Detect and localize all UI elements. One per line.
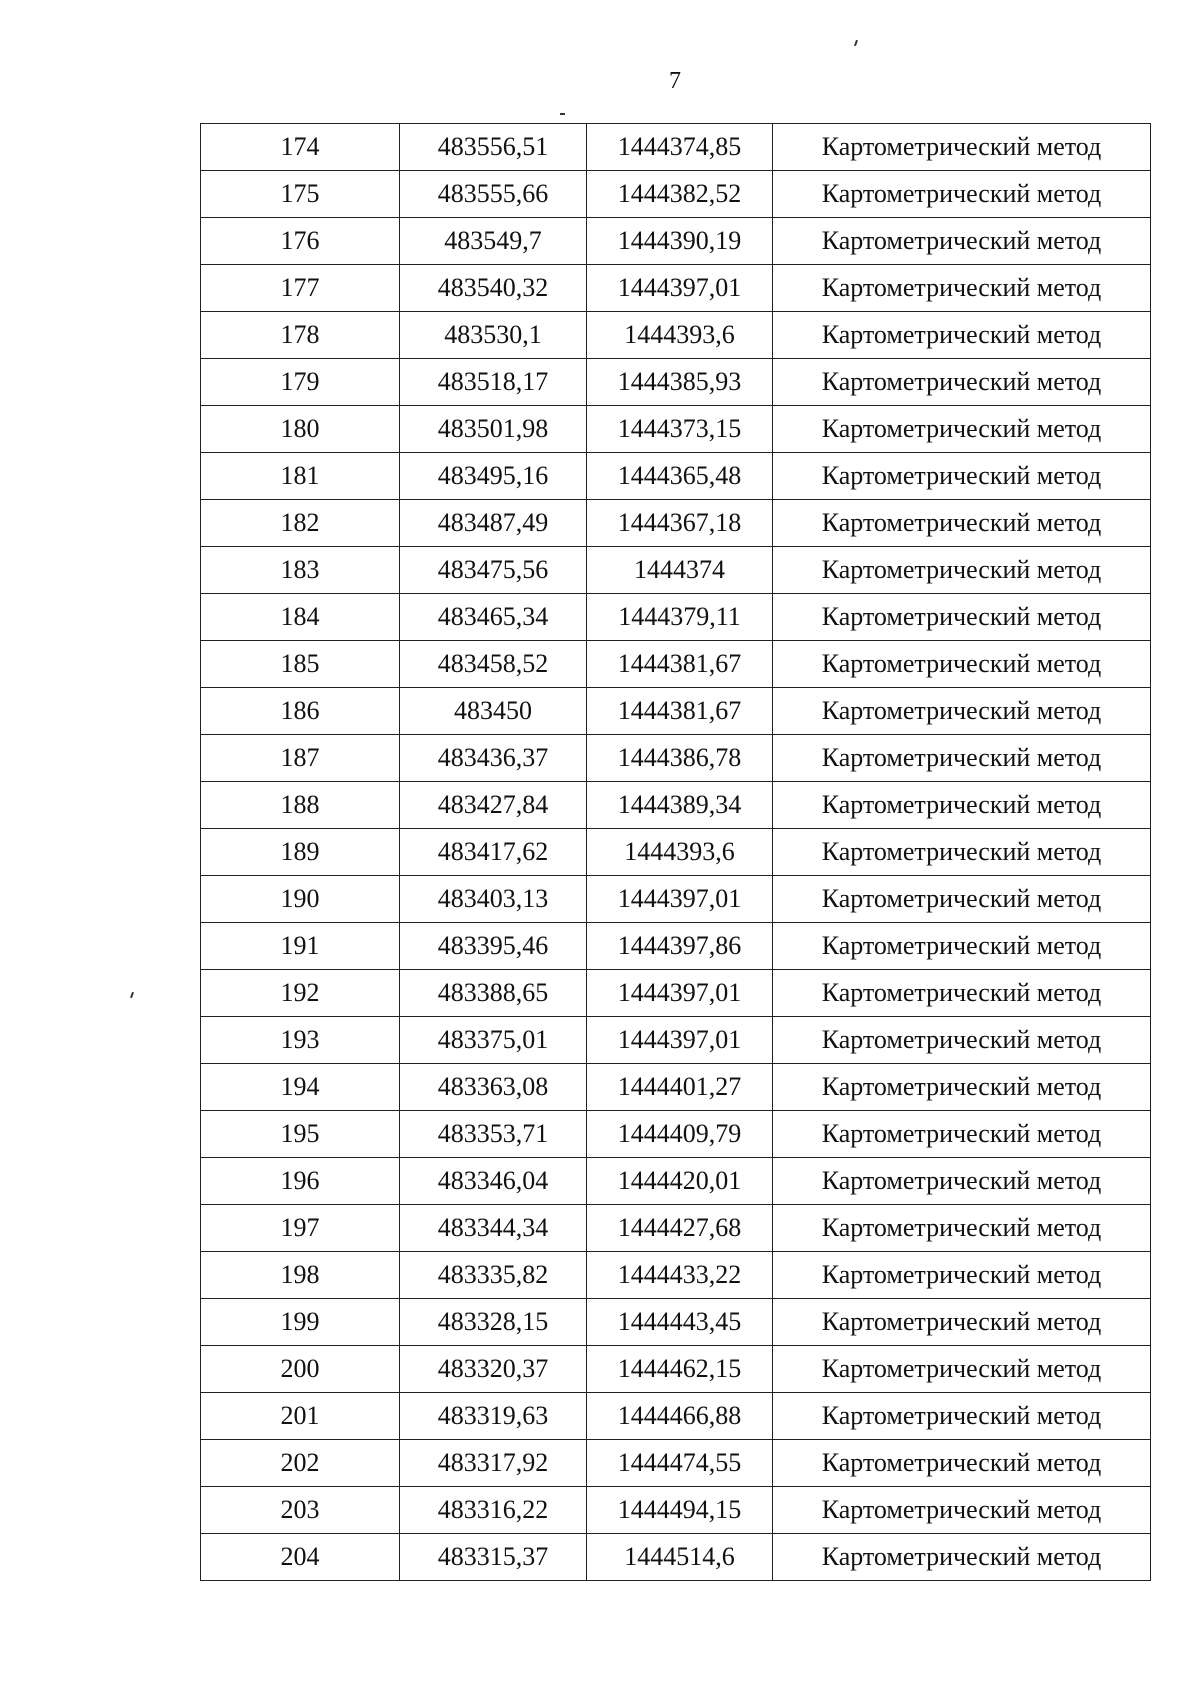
y-coordinate-cell: 1444374 (587, 547, 773, 594)
point-number-cell: 199 (201, 1299, 400, 1346)
table-row (201, 547, 1151, 594)
x-coordinate-cell: 483317,92 (400, 1440, 587, 1487)
x-coordinate-cell: 483540,32 (400, 265, 587, 312)
point-number-cell: 194 (201, 1064, 400, 1111)
method-cell: Картометрический метод (773, 547, 1151, 594)
y-coordinate-cell: 1444427,68 (587, 1205, 773, 1252)
table-row (201, 970, 1151, 1017)
table-row (201, 1111, 1151, 1158)
y-coordinate-cell: 1444514,6 (587, 1534, 773, 1581)
y-coordinate-cell: 1444433,22 (587, 1252, 773, 1299)
x-coordinate-cell: 483320,37 (400, 1346, 587, 1393)
method-cell: Картометрический метод (773, 1205, 1151, 1252)
x-coordinate-cell: 483346,04 (400, 1158, 587, 1205)
table-row (201, 1487, 1151, 1534)
y-coordinate-cell: 1444409,79 (587, 1111, 773, 1158)
point-number-cell: 192 (201, 970, 400, 1017)
table-row (201, 171, 1151, 218)
method-cell: Картометрический метод (773, 171, 1151, 218)
table-row (201, 124, 1151, 171)
y-coordinate-cell: 1444474,55 (587, 1440, 773, 1487)
y-coordinate-cell: 1444390,19 (587, 218, 773, 265)
y-coordinate-cell: 1444379,11 (587, 594, 773, 641)
coordinates-table (200, 123, 1151, 1581)
method-cell: Картометрический метод (773, 641, 1151, 688)
x-coordinate-cell: 483501,98 (400, 406, 587, 453)
point-number-cell: 185 (201, 641, 400, 688)
method-cell: Картометрический метод (773, 923, 1151, 970)
method-cell: Картометрический метод (773, 1017, 1151, 1064)
y-coordinate-cell: 1444367,18 (587, 500, 773, 547)
y-coordinate-cell: 1444443,45 (587, 1299, 773, 1346)
table-row (201, 406, 1151, 453)
point-number-cell: 187 (201, 735, 400, 782)
x-coordinate-cell: 483487,49 (400, 500, 587, 547)
point-number-cell: 184 (201, 594, 400, 641)
point-number-cell: 178 (201, 312, 400, 359)
x-coordinate-cell: 483436,37 (400, 735, 587, 782)
y-coordinate-cell: 1444397,01 (587, 1017, 773, 1064)
method-cell: Картометрический метод (773, 1111, 1151, 1158)
y-coordinate-cell: 1444397,01 (587, 265, 773, 312)
table-row (201, 1205, 1151, 1252)
point-number-cell: 179 (201, 359, 400, 406)
x-coordinate-cell: 483556,51 (400, 124, 587, 171)
method-cell: Картометрический метод (773, 265, 1151, 312)
method-cell: Картометрический метод (773, 312, 1151, 359)
point-number-cell: 181 (201, 453, 400, 500)
point-number-cell: 180 (201, 406, 400, 453)
y-coordinate-cell: 1444385,93 (587, 359, 773, 406)
x-coordinate-cell: 483344,34 (400, 1205, 587, 1252)
point-number-cell: 193 (201, 1017, 400, 1064)
point-number-cell: 201 (201, 1393, 400, 1440)
method-cell: Картометрический метод (773, 594, 1151, 641)
method-cell: Картометрический метод (773, 970, 1151, 1017)
y-coordinate-cell: 1444393,6 (587, 312, 773, 359)
method-cell: Картометрический метод (773, 1393, 1151, 1440)
method-cell: Картометрический метод (773, 406, 1151, 453)
point-number-cell: 176 (201, 218, 400, 265)
method-cell: Картометрический метод (773, 1158, 1151, 1205)
scan-speck (854, 40, 858, 46)
x-coordinate-cell: 483427,84 (400, 782, 587, 829)
table-row (201, 1346, 1151, 1393)
method-cell: Картометрический метод (773, 124, 1151, 171)
x-coordinate-cell: 483549,7 (400, 218, 587, 265)
x-coordinate-cell: 483450 (400, 688, 587, 735)
x-coordinate-cell: 483363,08 (400, 1064, 587, 1111)
method-cell: Картометрический метод (773, 782, 1151, 829)
table-row (201, 641, 1151, 688)
x-coordinate-cell: 483335,82 (400, 1252, 587, 1299)
x-coordinate-cell: 483375,01 (400, 1017, 587, 1064)
y-coordinate-cell: 1444381,67 (587, 641, 773, 688)
table-row (201, 1252, 1151, 1299)
x-coordinate-cell: 483319,63 (400, 1393, 587, 1440)
point-number-cell: 196 (201, 1158, 400, 1205)
x-coordinate-cell: 483388,65 (400, 970, 587, 1017)
table-row (201, 1064, 1151, 1111)
y-coordinate-cell: 1444382,52 (587, 171, 773, 218)
scan-speck (560, 113, 565, 115)
y-coordinate-cell: 1444462,15 (587, 1346, 773, 1393)
table-row (201, 735, 1151, 782)
method-cell: Картометрический метод (773, 359, 1151, 406)
method-cell: Картометрический метод (773, 1440, 1151, 1487)
x-coordinate-cell: 483555,66 (400, 171, 587, 218)
x-coordinate-cell: 483395,46 (400, 923, 587, 970)
point-number-cell: 188 (201, 782, 400, 829)
x-coordinate-cell: 483328,15 (400, 1299, 587, 1346)
page-number: 7 (669, 68, 681, 94)
method-cell: Картометрический метод (773, 1534, 1151, 1581)
point-number-cell: 204 (201, 1534, 400, 1581)
y-coordinate-cell: 1444401,27 (587, 1064, 773, 1111)
point-number-cell: 202 (201, 1440, 400, 1487)
table-row (201, 829, 1151, 876)
table-row (201, 453, 1151, 500)
table-row (201, 876, 1151, 923)
point-number-cell: 197 (201, 1205, 400, 1252)
y-coordinate-cell: 1444386,78 (587, 735, 773, 782)
x-coordinate-cell: 483403,13 (400, 876, 587, 923)
point-number-cell: 198 (201, 1252, 400, 1299)
y-coordinate-cell: 1444381,67 (587, 688, 773, 735)
x-coordinate-cell: 483353,71 (400, 1111, 587, 1158)
point-number-cell: 190 (201, 876, 400, 923)
y-coordinate-cell: 1444365,48 (587, 453, 773, 500)
x-coordinate-cell: 483458,52 (400, 641, 587, 688)
point-number-cell: 177 (201, 265, 400, 312)
x-coordinate-cell: 483495,16 (400, 453, 587, 500)
table-row (201, 1158, 1151, 1205)
table-row (201, 1017, 1151, 1064)
x-coordinate-cell: 483465,34 (400, 594, 587, 641)
table-row (201, 923, 1151, 970)
point-number-cell: 200 (201, 1346, 400, 1393)
table-row (201, 1393, 1151, 1440)
method-cell: Картометрический метод (773, 218, 1151, 265)
method-cell: Картометрический метод (773, 1064, 1151, 1111)
point-number-cell: 182 (201, 500, 400, 547)
table-row (201, 218, 1151, 265)
table-row (201, 1440, 1151, 1487)
method-cell: Картометрический метод (773, 1299, 1151, 1346)
method-cell: Картометрический метод (773, 735, 1151, 782)
table-row (201, 1299, 1151, 1346)
y-coordinate-cell: 1444397,86 (587, 923, 773, 970)
y-coordinate-cell: 1444466,88 (587, 1393, 773, 1440)
x-coordinate-cell: 483518,17 (400, 359, 587, 406)
method-cell: Картометрический метод (773, 829, 1151, 876)
method-cell: Картометрический метод (773, 453, 1151, 500)
method-cell: Картометрический метод (773, 500, 1151, 547)
y-coordinate-cell: 1444374,85 (587, 124, 773, 171)
point-number-cell: 203 (201, 1487, 400, 1534)
y-coordinate-cell: 1444393,6 (587, 829, 773, 876)
y-coordinate-cell: 1444494,15 (587, 1487, 773, 1534)
method-cell: Картометрический метод (773, 688, 1151, 735)
table-row (201, 265, 1151, 312)
x-coordinate-cell: 483530,1 (400, 312, 587, 359)
x-coordinate-cell: 483316,22 (400, 1487, 587, 1534)
y-coordinate-cell: 1444397,01 (587, 970, 773, 1017)
point-number-cell: 183 (201, 547, 400, 594)
point-number-cell: 175 (201, 171, 400, 218)
table-row (201, 1534, 1151, 1581)
table-row (201, 688, 1151, 735)
point-number-cell: 186 (201, 688, 400, 735)
y-coordinate-cell: 1444397,01 (587, 876, 773, 923)
table-row (201, 594, 1151, 641)
coordinates-table-body (201, 124, 1151, 1581)
x-coordinate-cell: 483475,56 (400, 547, 587, 594)
y-coordinate-cell: 1444420,01 (587, 1158, 773, 1205)
method-cell: Картометрический метод (773, 1252, 1151, 1299)
point-number-cell: 191 (201, 923, 400, 970)
table-row (201, 312, 1151, 359)
method-cell: Картометрический метод (773, 876, 1151, 923)
point-number-cell: 174 (201, 124, 400, 171)
point-number-cell: 189 (201, 829, 400, 876)
x-coordinate-cell: 483417,62 (400, 829, 587, 876)
table-row (201, 500, 1151, 547)
method-cell: Картометрический метод (773, 1487, 1151, 1534)
scan-speck (130, 992, 134, 998)
method-cell: Картометрический метод (773, 1346, 1151, 1393)
point-number-cell: 195 (201, 1111, 400, 1158)
y-coordinate-cell: 1444389,34 (587, 782, 773, 829)
table-row (201, 359, 1151, 406)
table-row (201, 782, 1151, 829)
y-coordinate-cell: 1444373,15 (587, 406, 773, 453)
x-coordinate-cell: 483315,37 (400, 1534, 587, 1581)
